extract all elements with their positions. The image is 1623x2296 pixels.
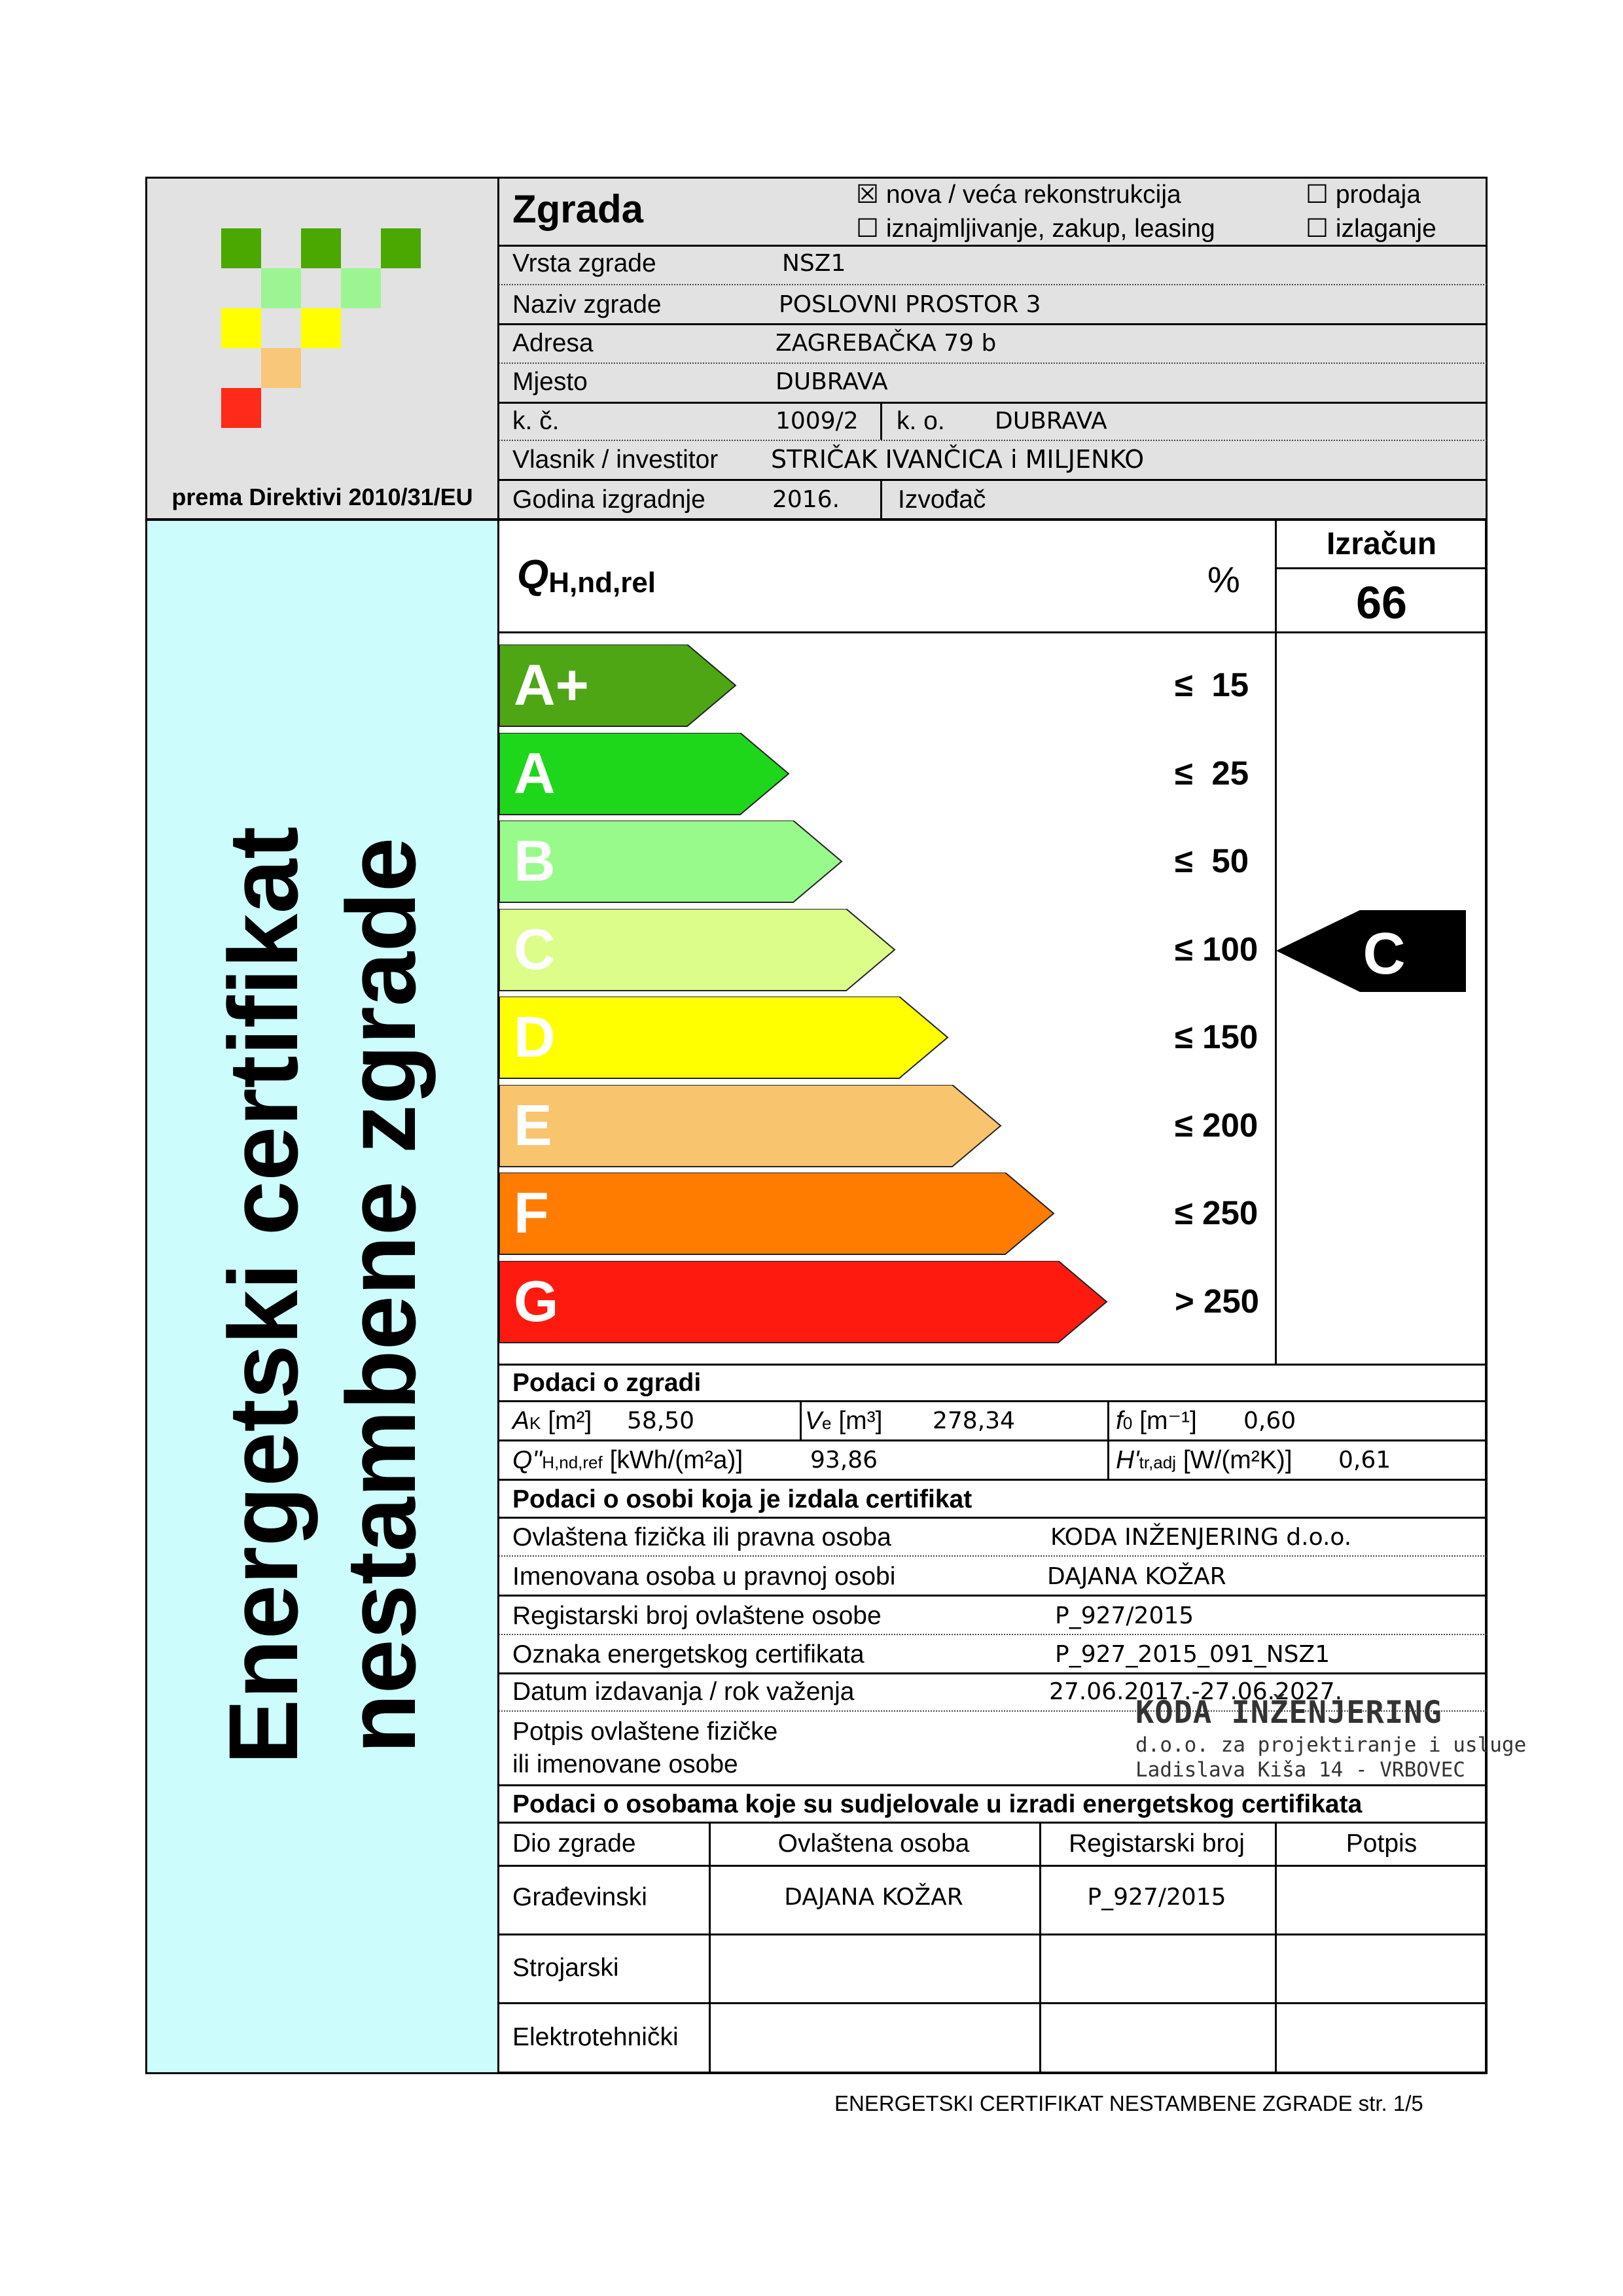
h-value: 0,61 (1338, 1447, 1391, 1474)
rule (499, 284, 1487, 285)
issuer-oznaka-label: Oznaka energetskog certifikata (512, 1640, 865, 1669)
issuer-heading: Podaci o osobi koja je izdala certifikat (512, 1485, 972, 1513)
issuer-osoba-label: Ovlaštena fizička ili pravna osoba (512, 1523, 891, 1551)
logo-cell (261, 348, 301, 388)
adresa-value: ZAGREBAČKA 79 b (776, 330, 997, 357)
rule (499, 1865, 1487, 1867)
vlasnik-value: STRIČAK IVANČICA i MILJENKO (771, 445, 1145, 474)
kc-label: k. č. (512, 407, 560, 435)
class-arrow-d (499, 997, 952, 1082)
class-threshold: > 250 (1175, 1282, 1260, 1320)
checkbox-sale[interactable]: ☐ (1306, 181, 1329, 209)
rule (800, 1400, 802, 1439)
building-data-heading: Podaci o zgradi (512, 1369, 702, 1397)
col-osoba: Ovlaštena osoba (777, 1829, 970, 1858)
row-dio: Elektrotehnički (512, 2023, 679, 2051)
logo-cell (341, 268, 381, 308)
vrsta-value: NSZ1 (782, 250, 846, 277)
rule (147, 518, 1487, 521)
metric-label: QH,nd,rel (517, 552, 656, 599)
rule (499, 1364, 1487, 1366)
q-value: 93,86 (810, 1447, 878, 1474)
rule (499, 440, 1487, 441)
issuer-signature-label-1: Potpis ovlaštene fizičke (512, 1718, 778, 1746)
naziv-label: Naziv zgrade (512, 291, 662, 319)
rule (499, 1479, 1487, 1481)
row-broj: P_927/2015 (1087, 1884, 1226, 1911)
purpose-rent[interactable]: ☐ iznajmljivanje, zakup, leasing (856, 215, 1215, 243)
rule (499, 2002, 1487, 2004)
col-broj: Registarski broj (1069, 1829, 1245, 1858)
logo-cell (301, 228, 341, 268)
class-arrow-c (499, 909, 899, 995)
col-potpis: Potpis (1346, 1829, 1418, 1858)
issuer-reg-label: Registarski broj ovlaštene osobe (512, 1602, 882, 1630)
class-arrow-g (499, 1261, 1111, 1347)
ve-value: 278,34 (933, 1407, 1015, 1434)
vlasnik-label: Vlasnik / investitor (512, 446, 719, 474)
rule (880, 479, 882, 520)
f0-label: f0 [m⁻¹] (1116, 1407, 1197, 1435)
class-threshold: ≤ 15 (1175, 666, 1249, 703)
class-threshold: ≤ 250 (1175, 1194, 1258, 1231)
energy-logo (221, 228, 423, 430)
issuer-datum-label: Datum izdavanja / rok važenja (512, 1678, 855, 1706)
vertical-title-line1: Energetski certifikat (208, 826, 318, 1765)
issuer-imenovana-value: DAJANA KOŽAR (1047, 1563, 1226, 1590)
godina-label: Godina izgradnje (512, 486, 705, 514)
rule (499, 1934, 1487, 1935)
rule (499, 1784, 1487, 1786)
izvodac-label: Izvođač (898, 486, 986, 514)
issuer-reg-value: P_927/2015 (1055, 1602, 1194, 1629)
directive-label: prema Direktivi 2010/31/EU (171, 484, 473, 510)
participants-heading: Podaci o osobama koje su sudjelovale u izradi energetskog certifikata (512, 1790, 1363, 1818)
logo-cell (221, 388, 261, 428)
page-footer: ENERGETSKI CERTIFIKAT NESTAMBENE ZGRADE str. 1/5 (834, 2091, 1423, 2115)
current-class-label: C (1363, 921, 1406, 987)
class-label: A (514, 741, 556, 805)
class-threshold: ≤ 150 (1175, 1018, 1258, 1055)
rule (499, 323, 1487, 325)
class-label: C (514, 917, 556, 981)
class-threshold: ≤ 50 (1175, 842, 1249, 879)
unit-label: % (1207, 559, 1240, 600)
logo-cell (221, 228, 261, 268)
rule (499, 1439, 1487, 1441)
logo-cell (221, 308, 261, 348)
rule (1275, 567, 1487, 569)
checkbox-display[interactable]: ☐ (1306, 215, 1329, 243)
calc-value: 66 (1356, 577, 1407, 628)
class-arrow-f (499, 1173, 1058, 1258)
rule (499, 1555, 1487, 1557)
issuer-signature-label-2: ili imenovane osobe (512, 1750, 738, 1778)
vertical-title-line2: nestambene zgrade (326, 837, 436, 1754)
purpose-new[interactable]: ☒ nova / veća rekonstrukcija (856, 181, 1181, 209)
class-arrow-e (499, 1085, 1005, 1171)
issuer-datum-value: 27.06.2017.-27.06.2027. (1049, 1678, 1343, 1705)
class-threshold: ≤ 25 (1175, 754, 1249, 792)
rule (499, 1634, 1487, 1635)
rule (1107, 1439, 1109, 1479)
mjesto-value: DUBRAVA (776, 368, 888, 395)
rule (499, 362, 1487, 364)
rule (499, 1517, 1487, 1519)
class-label: F (514, 1180, 549, 1245)
row-osoba: DAJANA KOŽAR (784, 1884, 963, 1911)
class-label: B (514, 828, 556, 893)
class-label: D (514, 1004, 556, 1069)
logo-cell (301, 308, 341, 348)
vrsta-label: Vrsta zgrade (512, 249, 656, 277)
rule (1039, 1822, 1041, 2072)
checkbox-new[interactable]: ☒ (856, 181, 879, 209)
rule (1275, 1822, 1277, 2072)
logo-cell (261, 268, 301, 308)
ko-value: DUBRAVA (995, 408, 1107, 434)
rule (1107, 1400, 1109, 1439)
rule (709, 1822, 711, 2072)
ko-label: k. o. (897, 407, 945, 435)
class-label: G (514, 1269, 559, 1333)
h-label: H'tr,adj [W/(m²K)] (1116, 1446, 1293, 1474)
checkbox-rent[interactable]: ☐ (856, 215, 879, 243)
class-threshold: ≤ 200 (1175, 1106, 1258, 1144)
issuer-oznaka-value: P_927_2015_091_NSZ1 (1055, 1641, 1330, 1668)
q-label: Q''H,nd,ref [kWh/(m²a)] (512, 1446, 743, 1474)
rule (499, 479, 1487, 481)
calc-label: Izračun (1326, 527, 1437, 561)
company-stamp: KODA INŽENJERING d.o.o. za projektiranje i usluge Ladislava Kiša 14 - VRBOVEC (1135, 1695, 1527, 1782)
mjesto-label: Mjesto (512, 368, 588, 396)
rule (499, 1400, 1487, 1402)
row-dio: Građevinski (512, 1883, 647, 1911)
f0-value: 0,60 (1243, 1407, 1296, 1434)
purpose-display[interactable]: ☐ izlaganje (1306, 215, 1436, 243)
godina-value: 2016. (772, 486, 840, 513)
rule (499, 1595, 1487, 1597)
class-label: A+ (514, 652, 589, 717)
row-dio: Strojarski (512, 1954, 619, 1982)
class-threshold: ≤ 100 (1175, 930, 1258, 968)
rule (499, 245, 1487, 247)
issuer-osoba-value: KODA INŽENJERING d.o.o. (1050, 1524, 1352, 1551)
building-heading: Zgrada (512, 187, 644, 231)
rule (499, 631, 1487, 633)
ak-label: AK [m²] (512, 1407, 592, 1435)
ve-label: Ve [m³] (805, 1407, 883, 1435)
naziv-value: POSLOVNI PROSTOR 3 (779, 291, 1041, 318)
ak-value: 58,50 (627, 1407, 695, 1434)
purpose-sale[interactable]: ☐ prodaja (1306, 181, 1421, 209)
class-label: E (514, 1093, 552, 1157)
col-dio: Dio zgrade (512, 1829, 636, 1858)
logo-cell (381, 228, 421, 268)
rule (499, 1672, 1487, 1674)
rule (499, 1822, 1487, 1824)
kc-value: 1009/2 (776, 408, 859, 434)
adresa-label: Adresa (512, 329, 594, 357)
rule (499, 402, 1487, 404)
rule (880, 402, 882, 440)
issuer-imenovana-label: Imenovana osoba u pravnoj osobi (512, 1563, 896, 1591)
